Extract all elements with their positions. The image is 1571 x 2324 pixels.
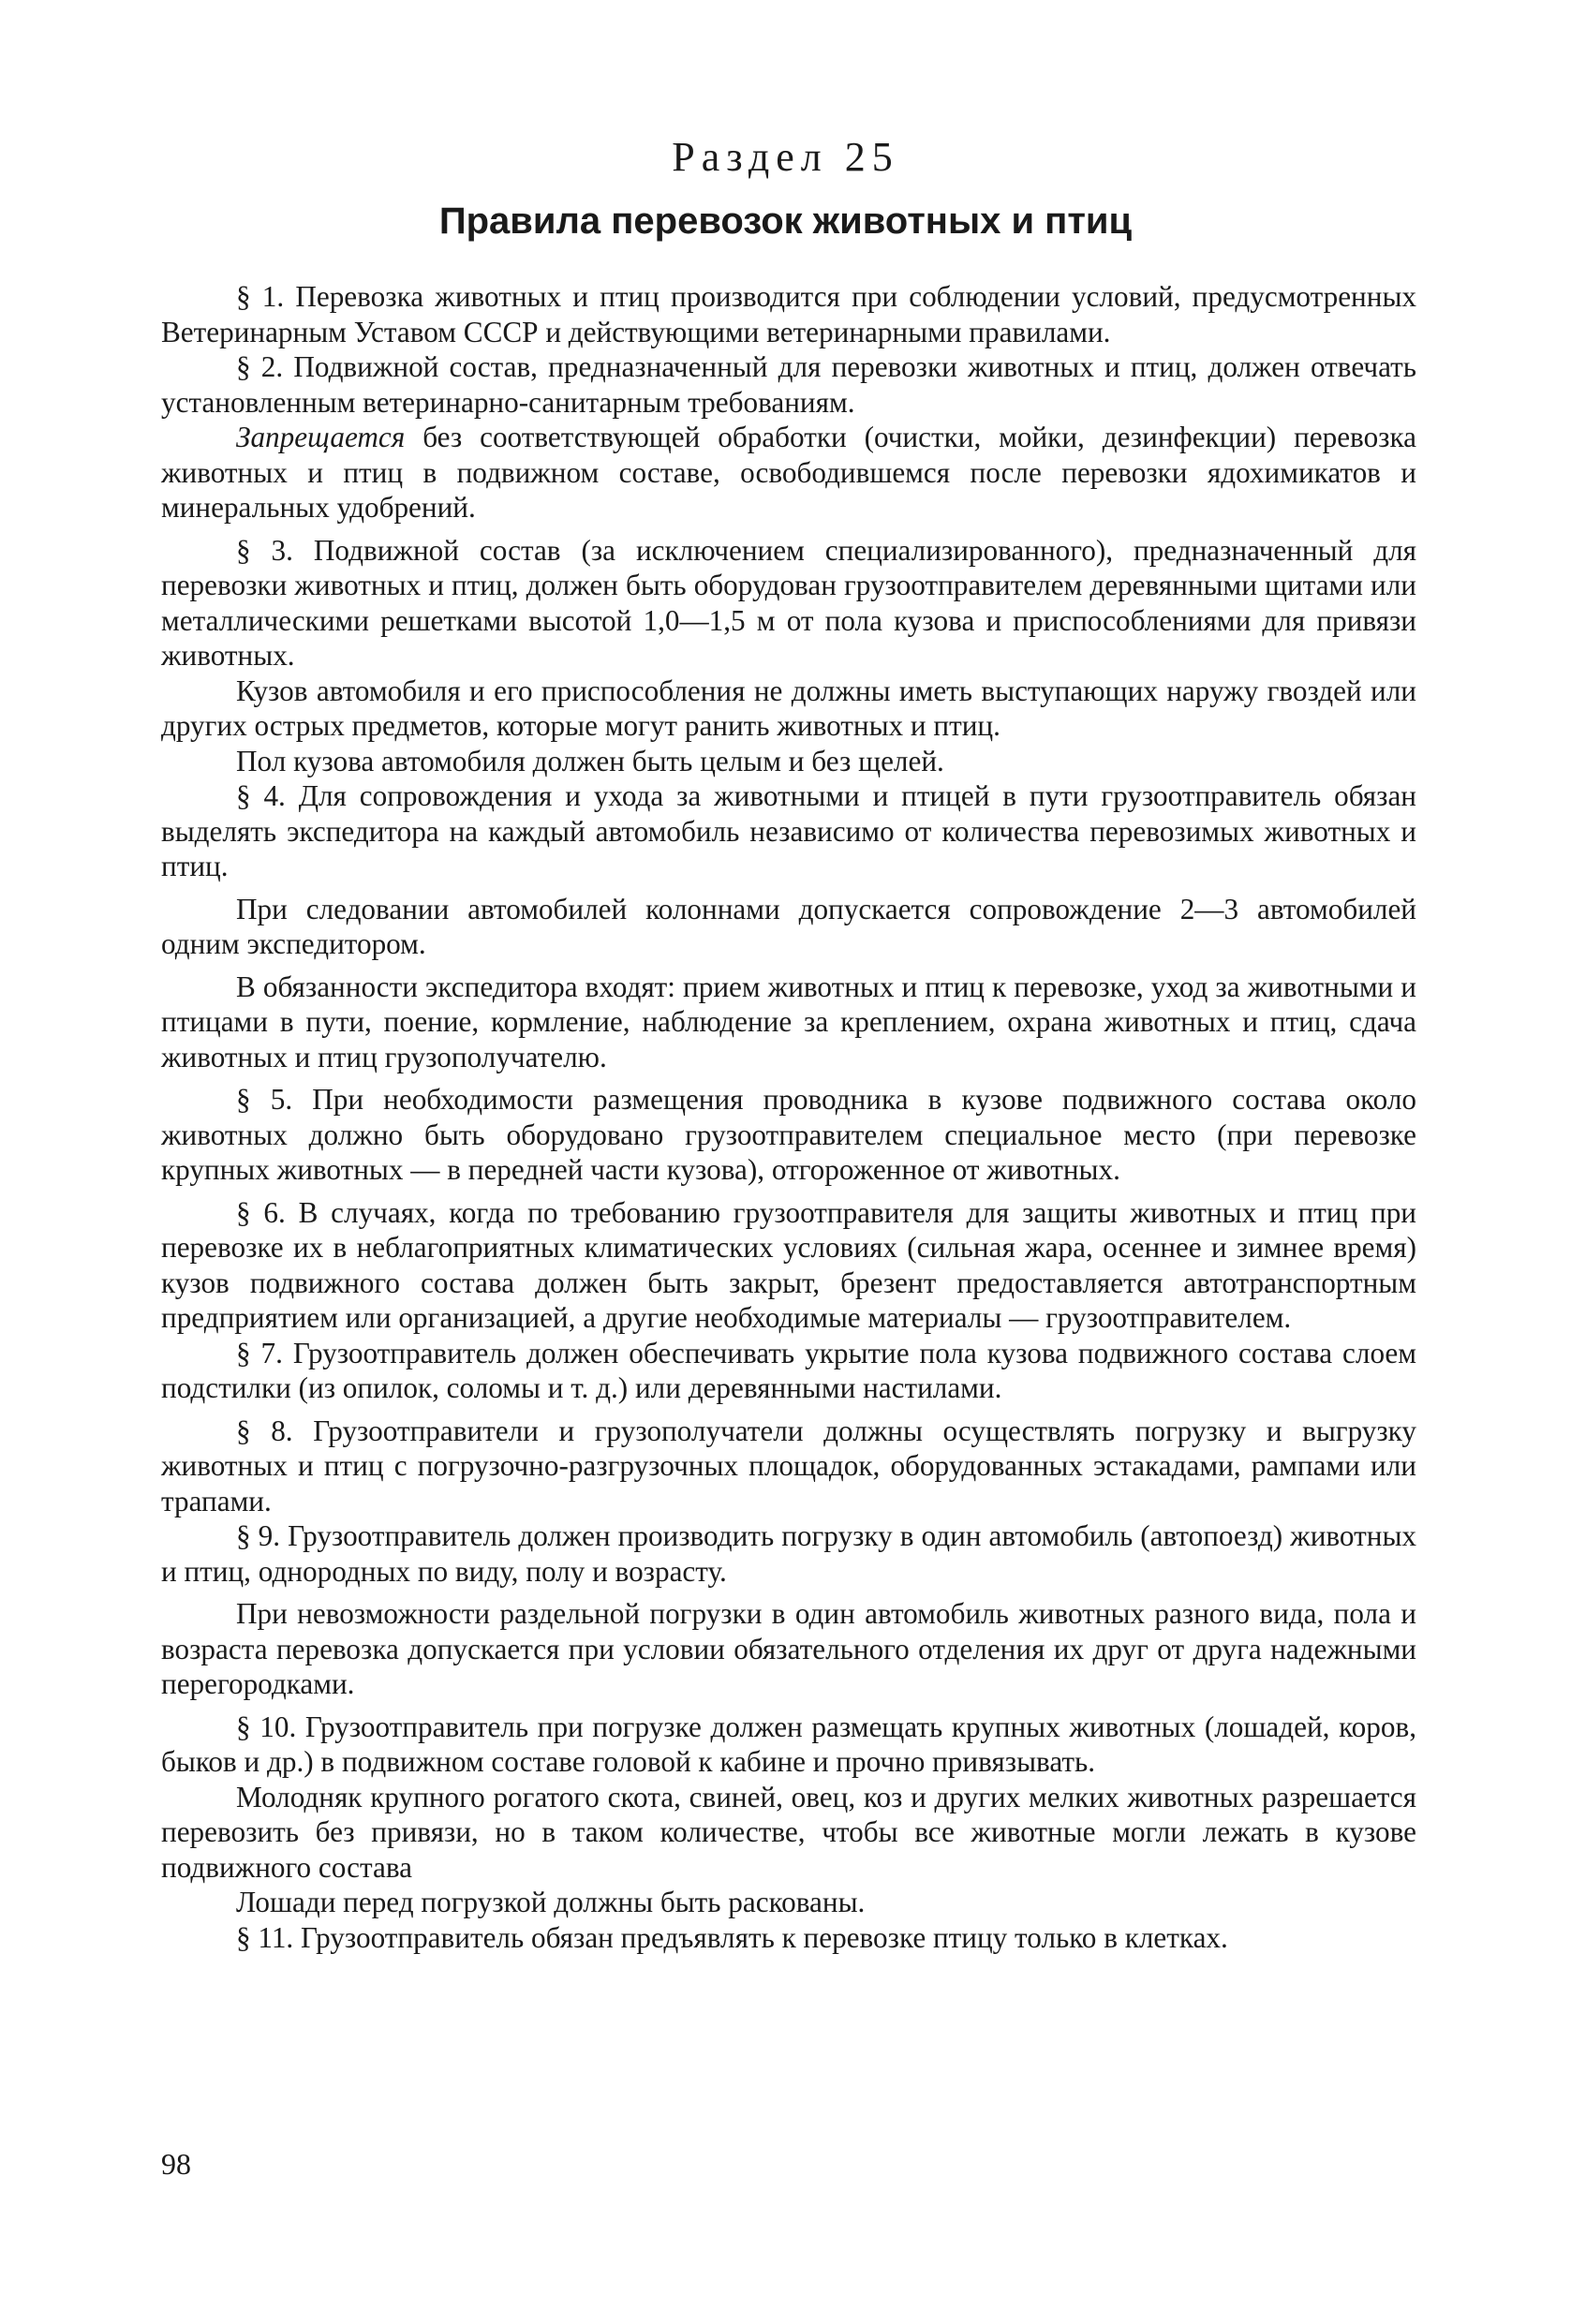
section-title: Правила перевозок животных и птиц: [438, 200, 1133, 242]
paragraph-15: При невозможности раздельной погрузки в один автомобиль животных разного вида, пола и возраста перевозка допускается при условии обязательного отделения их друг от друга надежными перегородками.: [161, 1597, 1416, 1700]
paragraph-4: § 3. Подвижной состав (за исключением специализированного), предназначенный для перевозки животных и птиц, должен быть оборудован грузоотправителем деревянными щитами или металлическими решетками высотой 1,0—1,5 м от пола кузова и приспособлениями для привязи животных.: [161, 533, 1416, 672]
paragraph-3-text: без соответствующей обработки (очистки, мойки, дезинфекции) перевозка животных и птиц в подвижном составе, освободившемся после перевозки ядохимикатов и минеральных удобрений.: [161, 421, 1416, 524]
paragraph-10: § 5. При необходимости размещения проводника в кузове подвижного состава около животных должно быть оборудовано грузоотправителем специальное место (при перевозке крупных животных — в передней части кузова), отгороженное от животных.: [161, 1083, 1416, 1186]
paragraph-16: § 10. Грузоотправитель при погрузке должен размещать крупных животных (лошадей, коров, быков и др.) в подвижном составе головой к кабине и прочно привязывать.: [161, 1710, 1416, 1778]
paragraph-7: § 4. Для сопровождения и ухода за животными и птицей в пути грузоотправитель обязан выделять экспедитора на каждый автомобиль независимо от количества перевозимых животных и птиц.: [161, 779, 1416, 882]
paragraph-19: § 11. Грузоотправитель обязан предъявлять к перевозке птицу только в клетках.: [236, 1920, 1228, 1954]
emphasis-prohibited: Запрещается: [236, 421, 406, 453]
page-number: 98: [161, 2147, 191, 2181]
paragraph-9: В обязанности экспедитора входят: прием животных и птиц к перевозке, уход за животными и птицами в пути, поение, кормление, наблюдение за креплением, охрана животных и птиц, сдача животных и птиц грузополучателю.: [161, 970, 1416, 1073]
paragraph-3: [161, 420, 1416, 525]
paragraph-13: § 8. Грузоотправители и грузополучатели должны осуществлять погрузку и выгрузку животных и птиц с погрузочно-разгрузочных площадок, оборудованных эстакадами, рампами или трапами.: [161, 1414, 1416, 1517]
paragraph-11: § 6. В случаях, когда по требованию грузоотправителя для защиты животных и птиц при перевозке их в неблагоприятных климатических условиях (сильная жара, осеннее и зимнее время) кузов подвижного состава должен быть закрыт, брезент предоставляется автотранспортным предприятием или организацией, а другие необходимые материалы — грузоотправителем.: [161, 1195, 1416, 1334]
paragraph-18: Лошади перед погрузкой должны быть раскованы.: [236, 1886, 866, 1918]
paragraph-14: § 9. Грузоотправитель должен производить погрузку в один автомобиль (автопоезд) животных и птиц, однородных по виду, полу и возрасту.: [161, 1519, 1416, 1588]
section-label: Раздел 25: [672, 134, 899, 180]
body-text: [161, 279, 1416, 1955]
paragraph-2: § 2. Подвижной состав, предназначенный для перевозки животных и птиц, должен отвечать установленным ветеринарно-санитарным требованиям.: [161, 350, 1416, 419]
paragraph-8: При следовании автомобилей колоннами допускается сопровождение 2—3 автомобилей одним экспедитором.: [161, 892, 1416, 960]
paragraph-12: § 7. Грузоотправитель должен обеспечивать укрытие пола кузова подвижного состава слоем подстилки (из опилок, соломы и т. д.) или деревянными настилами.: [161, 1336, 1416, 1404]
paragraph-6: Пол кузова автомобиля должен быть целым и без щелей.: [236, 744, 944, 777]
paragraph-5: Кузов автомобиля и его приспособления не должны иметь выступающих наружу гвоздей или других острых предметов, которые могут ранить животных и птиц.: [161, 674, 1416, 742]
paragraph-1: § 1. Перевозка животных и птиц производится при соблюдении условий, предусмотренных Ветеринарным Уставом СССР и действующими ветеринарными правилами.: [161, 280, 1416, 348]
paragraph-17: Молодняк крупного рогатого скота, свиней, овец, коз и других мелких животных разрешается перевозить без привязи, но в таком количестве, чтобы все животные могли лежать в кузове подвижного состава: [161, 1780, 1416, 1884]
